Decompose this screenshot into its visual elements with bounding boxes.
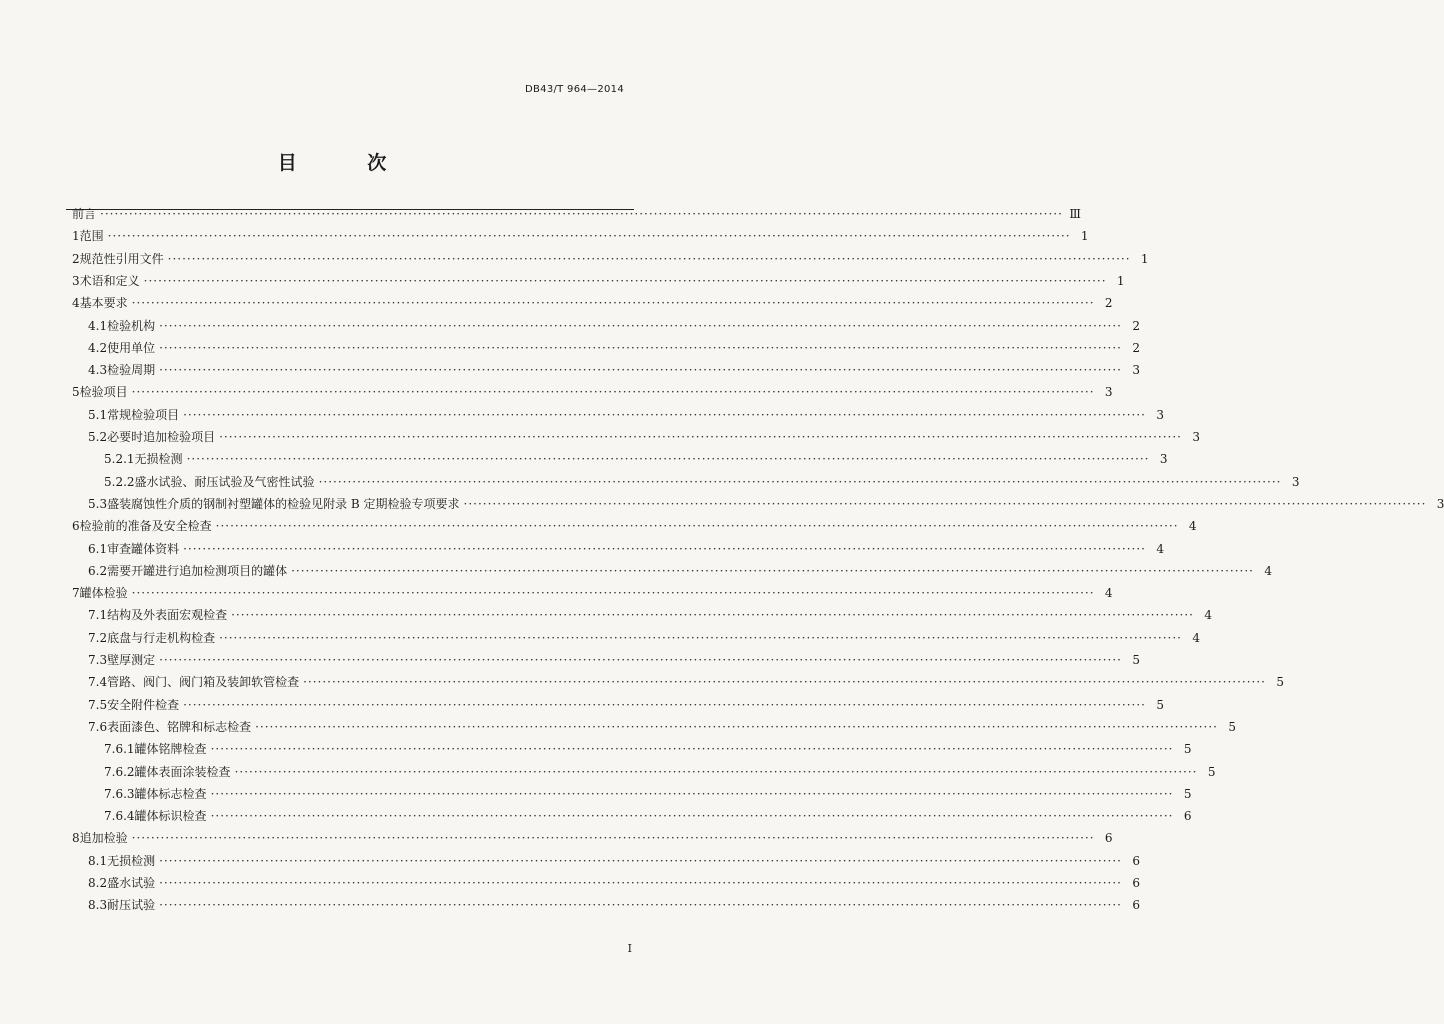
toc-entry-page: 3	[1159, 452, 1168, 466]
toc-entry-number: 8.3	[88, 898, 108, 912]
toc-leader-dots: ········································································································································································································	[143, 274, 1107, 288]
toc-entry[interactable]	[88, 873, 1140, 893]
toc-entry-label: 壁厚测定	[107, 653, 156, 667]
toc-entry-label: 盛装腐蚀性介质的钢制衬塑罐体的检验见附录 B 定期检验专项要求	[107, 497, 460, 511]
toc-entry[interactable]	[88, 895, 1140, 915]
toc-leader-dots: ········································································································································································································	[131, 831, 1095, 845]
toc-entry[interactable]	[104, 784, 1192, 804]
toc-entry-label: 罐体铭牌检查	[134, 742, 207, 756]
toc-entry[interactable]	[104, 762, 1216, 782]
toc-entry-page: 3	[1156, 408, 1164, 422]
toc-entry-number: 5	[72, 385, 80, 399]
toc-entry-number: 5.2.1	[104, 452, 135, 466]
toc-entry-page: 5	[1156, 698, 1164, 712]
toc-leader-dots: ········································································································································································································	[183, 408, 1146, 422]
toc-entry-label: 检验项目	[79, 385, 128, 399]
toc-leader-dots: ········································································································································································································	[303, 675, 1266, 689]
toc-entry-label: 无损检测	[134, 452, 183, 466]
toc-entry-page: 5	[1276, 675, 1284, 689]
toc-leader-dots: ········································································································································································································	[107, 229, 1071, 243]
toc-entry-page: 4	[1264, 564, 1272, 578]
toc-entry[interactable]	[88, 561, 1272, 581]
toc-entry-number: 5.2	[88, 430, 108, 444]
toc-entry-label: 前言	[72, 207, 97, 221]
toc-leader-dots: ········································································································································································································	[215, 519, 1179, 533]
toc-entry-label: 规范性引用文件	[79, 252, 164, 266]
toc-leader-dots: ········································································································································································································	[183, 542, 1146, 556]
toc-leader-dots: ········································································································································································································	[167, 252, 1131, 266]
page-title: 目 次	[277, 152, 419, 174]
toc-entry-page: 1	[1140, 252, 1149, 266]
toc-entry-number: 3	[72, 274, 80, 288]
toc-entry[interactable]	[88, 695, 1164, 715]
toc-entry-label: 必要时追加检验项目	[107, 430, 216, 444]
toc-entry[interactable]	[88, 539, 1164, 559]
toc-entry-label: 审查罐体资料	[107, 542, 180, 556]
toc-entry-number: 4.1	[88, 319, 108, 333]
toc-leader-dots: ········································································································································································································	[255, 720, 1218, 734]
toc-entry-number: 4.3	[88, 363, 108, 377]
toc-entry-page: 1	[1116, 274, 1125, 288]
toc-entry-number: 7.6.3	[104, 787, 135, 801]
toc-entry-label: 管路、阀门、阀门箱及装卸软管检查	[107, 675, 300, 689]
toc-entry[interactable]	[88, 494, 1444, 514]
toc-entry-number: 7.3	[88, 653, 108, 667]
toc-leader-dots: ········································································································································································································	[183, 698, 1146, 712]
toc-entry-number: 7.2	[88, 631, 108, 645]
toc-entry-number: 7.6.1	[104, 742, 135, 756]
toc-entry[interactable]	[88, 427, 1200, 447]
toc-entry-page: 4	[1104, 586, 1113, 600]
toc-leader-dots: ········································································································································································································	[210, 809, 1174, 823]
toc-entry[interactable]	[72, 271, 1125, 291]
toc-entry-number: 6.1	[88, 542, 108, 556]
toc-leader-dots: ········································································································································································································	[100, 207, 1063, 221]
standard-code: DB43/T 964—2014	[525, 84, 624, 95]
toc-entry-page: 1	[1080, 229, 1089, 243]
toc-entry[interactable]	[72, 516, 1197, 536]
toc-leader-dots: ········································································································································································································	[210, 742, 1174, 756]
toc-entry-number: 8.1	[88, 854, 108, 868]
toc-entry-label: 使用单位	[107, 341, 156, 355]
toc-entry-page: 6	[1183, 809, 1192, 823]
toc-entry[interactable]	[72, 828, 1113, 848]
toc-entry-label: 追加检验	[79, 831, 128, 845]
toc-entry-number: 7.6.2	[104, 765, 135, 779]
toc-entry-label: 耐压试验	[107, 898, 156, 912]
toc-entry-page: 6	[1132, 876, 1140, 890]
toc-entry[interactable]	[88, 650, 1140, 670]
toc-entry[interactable]	[104, 472, 1300, 492]
toc-entry-page: 5	[1132, 653, 1140, 667]
toc-leader-dots: ········································································································································································································	[159, 898, 1122, 912]
toc-leader-dots: ········································································································································································································	[159, 341, 1122, 355]
toc-entry[interactable]	[88, 717, 1236, 737]
toc-leader-dots: ········································································································································································································	[210, 787, 1174, 801]
toc-entry-page: Ⅲ	[1069, 207, 1081, 221]
toc-leader-dots: ········································································································································································································	[219, 631, 1182, 645]
toc-entry-label: 结构及外表面宏观检查	[107, 608, 228, 622]
toc-entry-number: 8	[72, 831, 80, 845]
toc-entry[interactable]	[104, 806, 1192, 826]
toc-entry-number: 7.1	[88, 608, 108, 622]
toc-entry[interactable]	[72, 249, 1149, 269]
toc-entry-label: 需要开罐进行追加检测项目的罐体	[107, 564, 288, 578]
toc-entry-page: 2	[1132, 319, 1140, 333]
toc-entry-label: 基本要求	[79, 296, 128, 310]
toc-leader-dots: ········································································································································································································	[131, 385, 1095, 399]
toc-entry-page: 3	[1104, 385, 1113, 399]
toc-entry[interactable]	[88, 672, 1284, 692]
page-number: I	[627, 942, 632, 955]
toc-entry-number: 6	[72, 519, 80, 533]
toc-entry[interactable]	[104, 739, 1192, 759]
toc-entry-page: 3	[1192, 430, 1200, 444]
toc-entry-page: 4	[1204, 608, 1212, 622]
toc-entry[interactable]	[88, 851, 1140, 871]
toc-entry[interactable]	[88, 605, 1212, 625]
toc-entry-number: 7.4	[88, 675, 108, 689]
toc-entry-label: 常规检验项目	[107, 408, 180, 422]
toc-entry-page: 6	[1132, 898, 1140, 912]
toc-entry-label: 罐体标志检查	[134, 787, 207, 801]
toc-leader-dots: ········································································································································································································	[131, 586, 1095, 600]
toc-entry-number: 5.1	[88, 408, 108, 422]
toc-entry-page: 5	[1183, 742, 1192, 756]
toc-leader-dots: ········································································································································································································	[159, 876, 1122, 890]
toc-entry-label: 盛水试验、耐压试验及气密性试验	[134, 475, 315, 489]
toc-leader-dots: ········································································································································································································	[131, 296, 1095, 310]
toc-entry-label: 底盘与行走机构检查	[107, 631, 216, 645]
toc-entry-label: 检验周期	[107, 363, 156, 377]
toc-entry-label: 范围	[79, 229, 104, 243]
toc-leader-dots: ········································································································································································································	[159, 854, 1122, 868]
toc-entry[interactable]	[88, 316, 1140, 336]
toc-leader-dots: ········································································································································································································	[463, 497, 1427, 511]
toc-entry-page: 5	[1207, 765, 1216, 779]
toc-entry[interactable]	[72, 293, 1113, 313]
toc-entry-page: 3	[1291, 475, 1300, 489]
toc-entry-number: 6.2	[88, 564, 108, 578]
toc-entry-page: 6	[1104, 831, 1113, 845]
toc-entry[interactable]	[72, 204, 1081, 224]
toc-entry-page: 5	[1228, 720, 1236, 734]
toc-entry-label: 罐体标识检查	[134, 809, 207, 823]
toc-entry-number: 5.2.2	[104, 475, 135, 489]
toc-entry-label: 表面漆色、铭牌和标志检查	[107, 720, 252, 734]
toc-entry-label: 检验前的准备及安全检查	[79, 519, 212, 533]
toc-leader-dots: ········································································································································································································	[186, 452, 1150, 466]
toc-entry-page: 2	[1132, 341, 1140, 355]
toc-leader-dots: ········································································································································································································	[219, 430, 1182, 444]
toc-entry-label: 术语和定义	[79, 274, 140, 288]
toc-entry-page: 6	[1132, 854, 1140, 868]
toc-leader-dots: ········································································································································································································	[291, 564, 1254, 578]
toc-leader-dots: ········································································································································································································	[159, 319, 1122, 333]
toc-entry-number: 7.6.4	[104, 809, 135, 823]
toc-leader-dots: ········································································································································································································	[318, 475, 1282, 489]
toc-entry-page: 5	[1183, 787, 1192, 801]
toc-entry-number: 4	[72, 296, 80, 310]
toc-entry-page: 3	[1132, 363, 1140, 377]
toc-entry-label: 罐体检验	[79, 586, 128, 600]
toc-entry-number: 2	[72, 252, 80, 266]
toc-entry[interactable]	[72, 382, 1113, 402]
toc-entry-page: 2	[1104, 296, 1113, 310]
toc-entry-number: 8.2	[88, 876, 108, 890]
toc-entry-number: 5.3	[88, 497, 108, 511]
toc-entry[interactable]	[88, 405, 1164, 425]
toc-entry-label: 罐体表面涂装检查	[134, 765, 231, 779]
toc-entry[interactable]	[88, 360, 1140, 380]
toc-entry-page: 4	[1188, 519, 1197, 533]
toc-leader-dots: ········································································································································································································	[159, 653, 1122, 667]
toc-leader-dots: ········································································································································································································	[231, 608, 1194, 622]
toc-entry[interactable]	[88, 338, 1140, 358]
toc-leader-dots: ········································································································································································································	[159, 363, 1122, 377]
toc-entry-page: 4	[1192, 631, 1200, 645]
toc-entry-number: 7	[72, 586, 80, 600]
toc-entry-label: 盛水试验	[107, 876, 156, 890]
toc-entry-label: 检验机构	[107, 319, 156, 333]
toc-leader-dots: ········································································································································································································	[234, 765, 1198, 779]
toc-entry[interactable]	[72, 226, 1089, 246]
toc-entry-label: 安全附件检查	[107, 698, 180, 712]
toc-entry-number: 4.2	[88, 341, 108, 355]
toc-entry[interactable]	[88, 628, 1200, 648]
toc-entry-page: 4	[1156, 542, 1164, 556]
toc-entry[interactable]	[72, 583, 1113, 603]
toc-entry-number: 7.6	[88, 720, 108, 734]
toc-entry[interactable]	[104, 449, 1168, 469]
toc-entry-label: 无损检测	[107, 854, 156, 868]
toc-entry-page: 3	[1436, 497, 1444, 511]
toc-entry-number: 7.5	[88, 698, 108, 712]
toc-entry-number: 1	[72, 229, 80, 243]
